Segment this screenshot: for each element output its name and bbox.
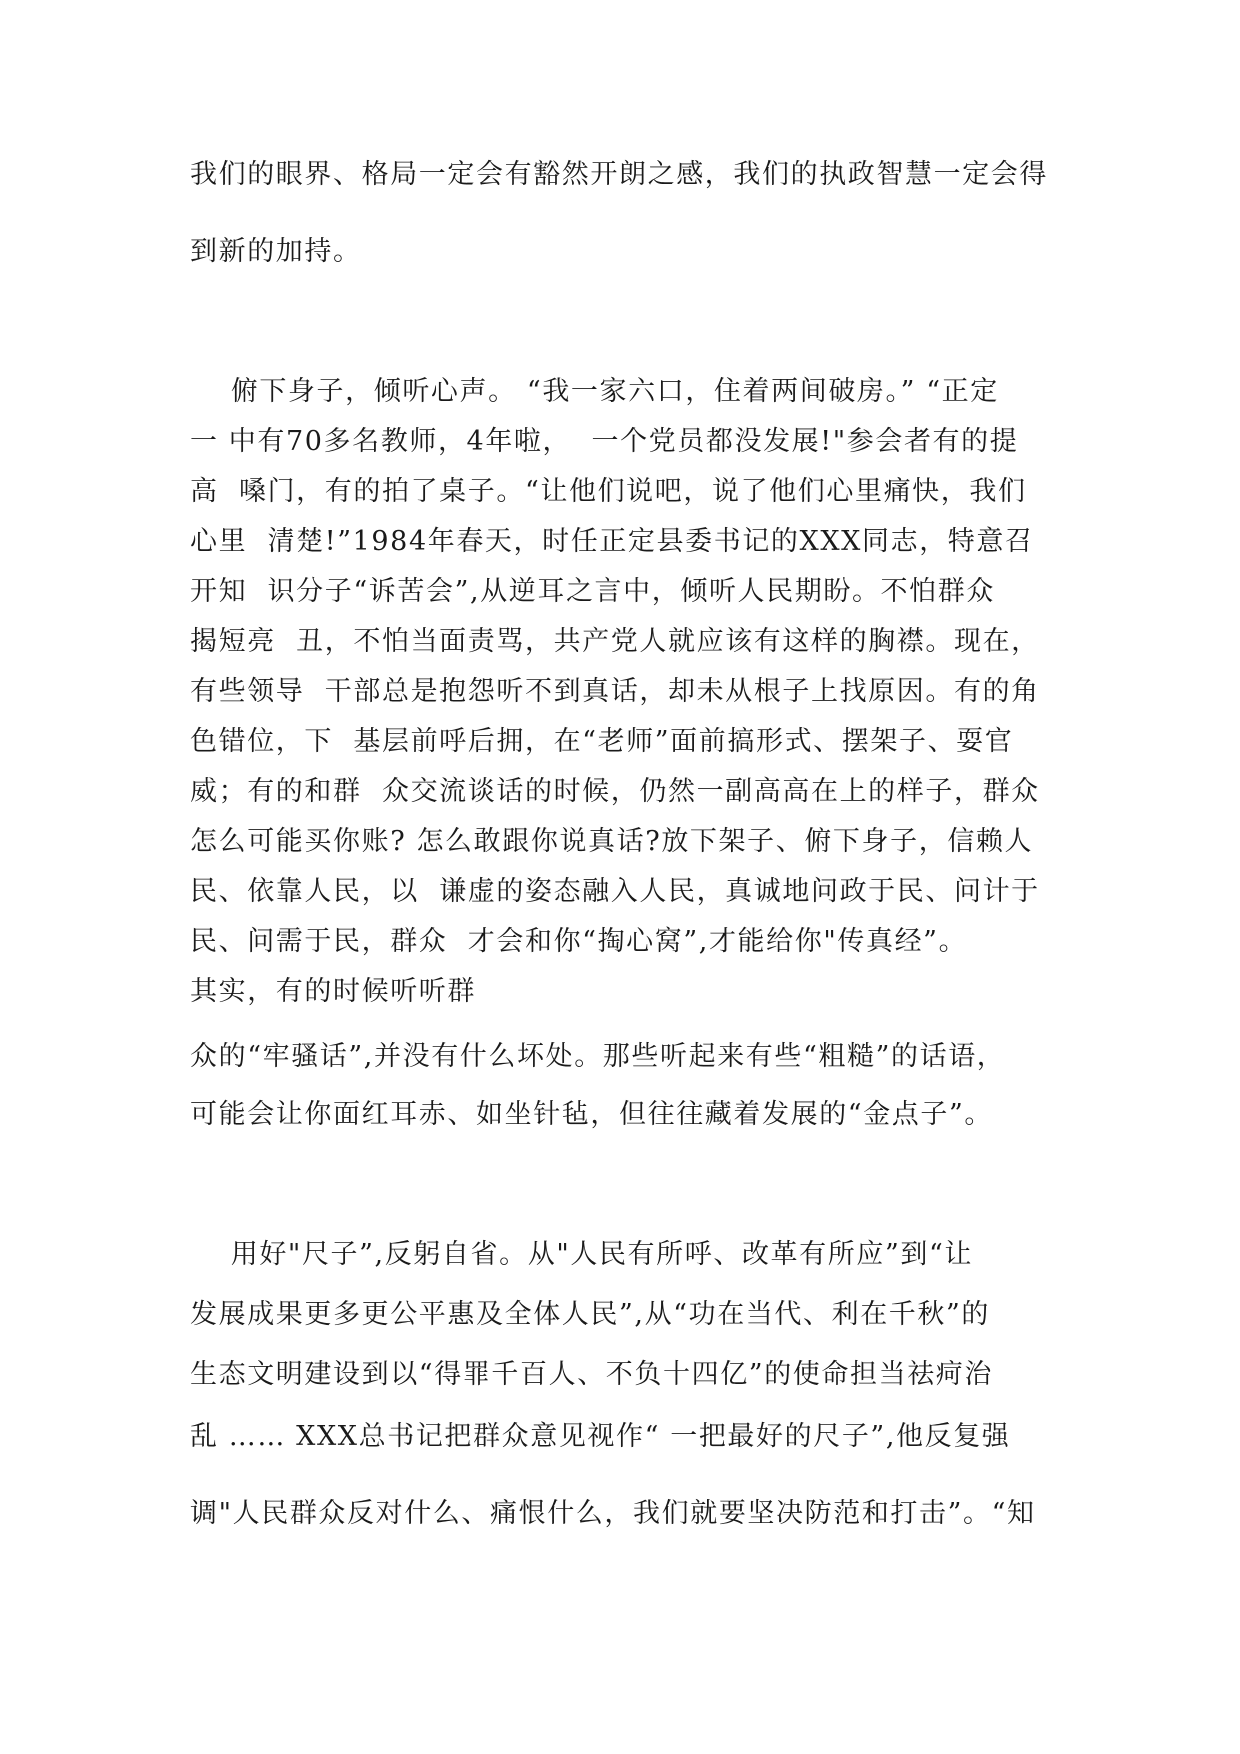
paragraph-line: 民、依靠人民，以 谦虚的姿态融入人民，真诚地问政于民、问计于: [190, 876, 1040, 907]
paragraph-line: 威；有的和群 众交流谈话的时候，仍然一副高高在上的样子，群众: [190, 776, 1040, 807]
paragraph-line: 其实，有的时候听听群: [190, 976, 476, 1007]
paragraph-line: 民、问需于民，群众 才会和你“掏心窝”,才能给你"传真经”。: [190, 926, 968, 957]
paragraph-line: 开知 识分子“诉苦会”,从逆耳之言中，倾听人民期盼。不怕群众: [190, 576, 995, 607]
paragraph-line: 乱 …… XXX总书记把群众意见视作“ 一把最好的尺子”,他反复强: [190, 1421, 1011, 1452]
paragraph-line: 一 中有70多名教师，4年啦， 一个党员都没发展!"参会者有的提: [190, 426, 1019, 457]
paragraph-line: 到新的加持。: [190, 236, 362, 267]
paragraph-line: 心里 清楚!”1984年春天，时任正定县委书记的XXX同志，特意召: [190, 526, 1034, 557]
paragraph-line: 怎么可能买你账? 怎么敢跟你说真话?放下架子、俯下身子，信赖人: [190, 826, 1034, 857]
paragraph-line: 有些领导 干部总是抱怨听不到真话，却未从根子上找原因。有的角: [190, 676, 1040, 707]
paragraph-line: 众的“牢骚话”,并没有什么坏处。那些听起来有些“粗糙”的话语，: [190, 1041, 1006, 1072]
paragraph-line: 可能会让你面红耳赤、如坐针毡，但往往藏着发展的“金点子”。: [190, 1099, 994, 1130]
paragraph-line: 揭短亮 丑，不怕当面责骂，共产党人就应该有这样的胸襟。现在，: [190, 626, 1040, 657]
paragraph-line: 我们的眼界、格局一定会有豁然开朗之感，我们的执政智慧一定会得: [190, 159, 1048, 190]
paragraph-line: 调"人民群众反对什么、痛恨什么，我们就要坚决防范和打击”。“知: [190, 1498, 1036, 1529]
paragraph-line: 色错位，下 基层前呼后拥，在“老师”面前搞形式、摆架子、耍官: [190, 726, 1014, 757]
paragraph-line: 高 嗓门，有的拍了桌子。“让他们说吧，说了他们心里痛快，我们: [190, 476, 1027, 507]
paragraph-line: 用好"尺子”,反躬自省。从"人民有所呼、改革有所应”到“让: [190, 1239, 973, 1270]
paragraph-line: 发展成果更多更公平惠及全体人民”,从“功在当代、利在千秋”的: [190, 1299, 990, 1330]
paragraph-line: 生态文明建设到以“得罪千百人、不负十四亿”的使命担当祛疴治: [190, 1359, 994, 1390]
paragraph-line: 俯下身子，倾听心声。 “我一家六口，住着两间破房。” “正定: [190, 376, 999, 407]
